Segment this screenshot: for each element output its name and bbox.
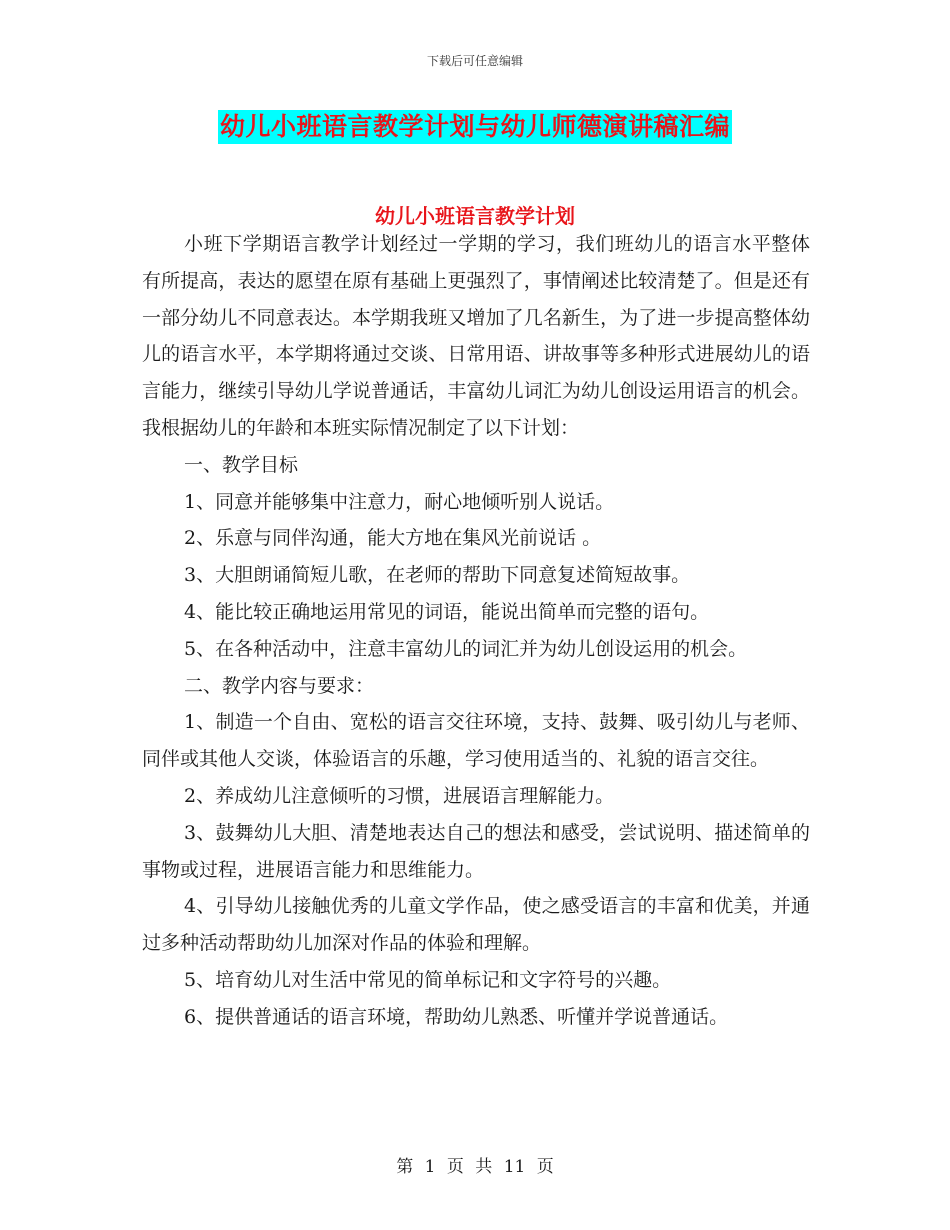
goal-item: 1、同意并能够集中注意力，耐心地倾听别人说话。 xyxy=(184,490,615,513)
heading-teaching-goals: 一、教学目标 xyxy=(184,453,299,476)
header-note: 下载后可任意编辑 xyxy=(426,54,523,68)
goal-item: 5、在各种活动中，注意丰富幼儿的词汇并为幼儿创设运用的机会。 xyxy=(184,637,748,660)
section-title: 幼儿小班语言教学计划 xyxy=(375,204,575,228)
body-text xyxy=(142,226,810,1036)
content-item: 3、鼓舞幼儿大胆、清楚地表达自己的想法和感受，尝试说明、描述简单的事物或过程，进展语言能力和思维能力。 xyxy=(142,821,810,881)
document-title: 幼儿小班语言教学计划与幼儿师德演讲稿汇编 xyxy=(218,110,732,144)
content-item: 4、引导幼儿接触优秀的儿童文学作品，使之感受语言的丰富和优美，并通过多种活动帮助幼儿加深对作品的体验和理解。 xyxy=(142,895,810,955)
goal-item: 2、乐意与同伴沟通，能大方地在集风光前说话 。 xyxy=(184,527,602,550)
content-item: 1、制造一个自由、宽松的语言交往环境，支持、鼓舞、吸引幼儿与老师、同伴或其他人交谈，体验语言的乐趣，学习使用适当的、礼貌的语言交往。 xyxy=(142,711,810,771)
goal-item: 4、能比较正确地运用常见的词语，能说出简单而完整的语句。 xyxy=(184,600,710,623)
intro-paragraph: 小班下学期语言教学计划经过一学期的学习，我们班幼儿的语言水平整体有所提高，表达的愿望在原有基础上更强烈了，事情阐述比较清楚了。但是还有一部分幼儿不同意表达。本学期我班又增加了几名新生，为了进一步提高整体幼儿的语言水平，本学期将通过交谈、日常用语、讲故事等多种形式进展幼儿的语言能力，继续引导幼儿学说普通话，丰富幼儿词汇为幼儿创设运用语言的机会。我根据幼儿的年龄和本班实际情况制定了以下计划： xyxy=(142,233,810,439)
document-title-wrap xyxy=(0,110,950,144)
content-item: 2、养成幼儿注意倾听的习惯，进展语言理解能力。 xyxy=(184,784,615,807)
content-item: 5、培育幼儿对生活中常见的简单标记和文字符号的兴趣。 xyxy=(184,968,672,991)
goal-item: 3、大胆朗诵简短儿歌，在老师的帮助下同意复述简短故事。 xyxy=(184,564,691,587)
content-item: 6、提供普通话的语言环境，帮助幼儿熟悉、听懂并学说普通话。 xyxy=(184,1005,729,1028)
heading-content-requirements: 二、教学内容与要求： xyxy=(184,674,375,697)
page-footer: 第 1 页 共 11 页 xyxy=(396,1157,554,1177)
